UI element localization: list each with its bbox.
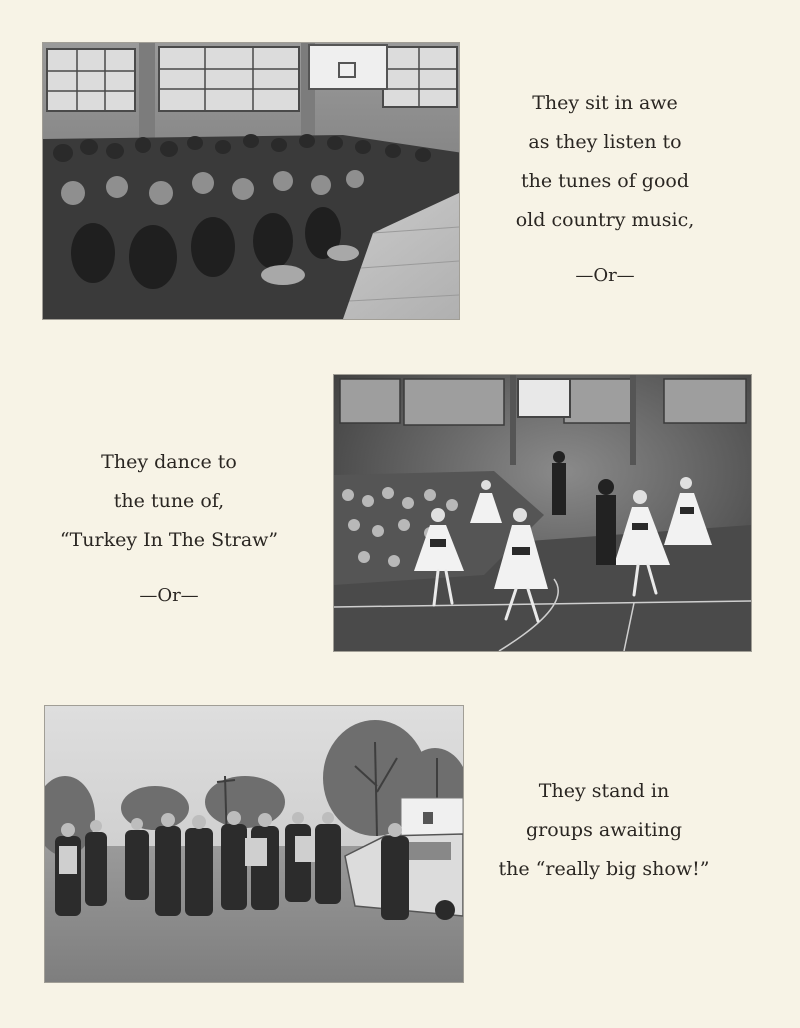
caption-line: They stand in [538, 780, 670, 802]
caption-line: They sit in awe [532, 92, 678, 114]
photo-square-dance-image [334, 375, 751, 651]
caption-line: the tunes of good [520, 170, 689, 192]
caption-line: the tune of, [113, 490, 225, 512]
caption-line: as they listen to [528, 131, 682, 153]
photo-outdoor-crowd [45, 706, 463, 982]
caption-outdoor [490, 772, 718, 889]
caption-audience [490, 84, 720, 295]
photo-square-dance [334, 375, 751, 651]
caption-line: They dance to [101, 451, 237, 473]
photo-outdoor-crowd-image [45, 706, 463, 982]
caption-or: —Or— [139, 585, 199, 606]
caption-line: “Turkey In The Straw” [59, 529, 279, 551]
caption-or: —Or— [575, 265, 635, 286]
caption-line: old country music, [515, 209, 695, 231]
photo-gym-audience [43, 43, 459, 319]
caption-line: the “really big show!” [498, 858, 710, 880]
caption-line: groups awaiting [526, 819, 682, 841]
caption-dance [40, 443, 298, 615]
photo-gym-audience-image [43, 43, 459, 319]
